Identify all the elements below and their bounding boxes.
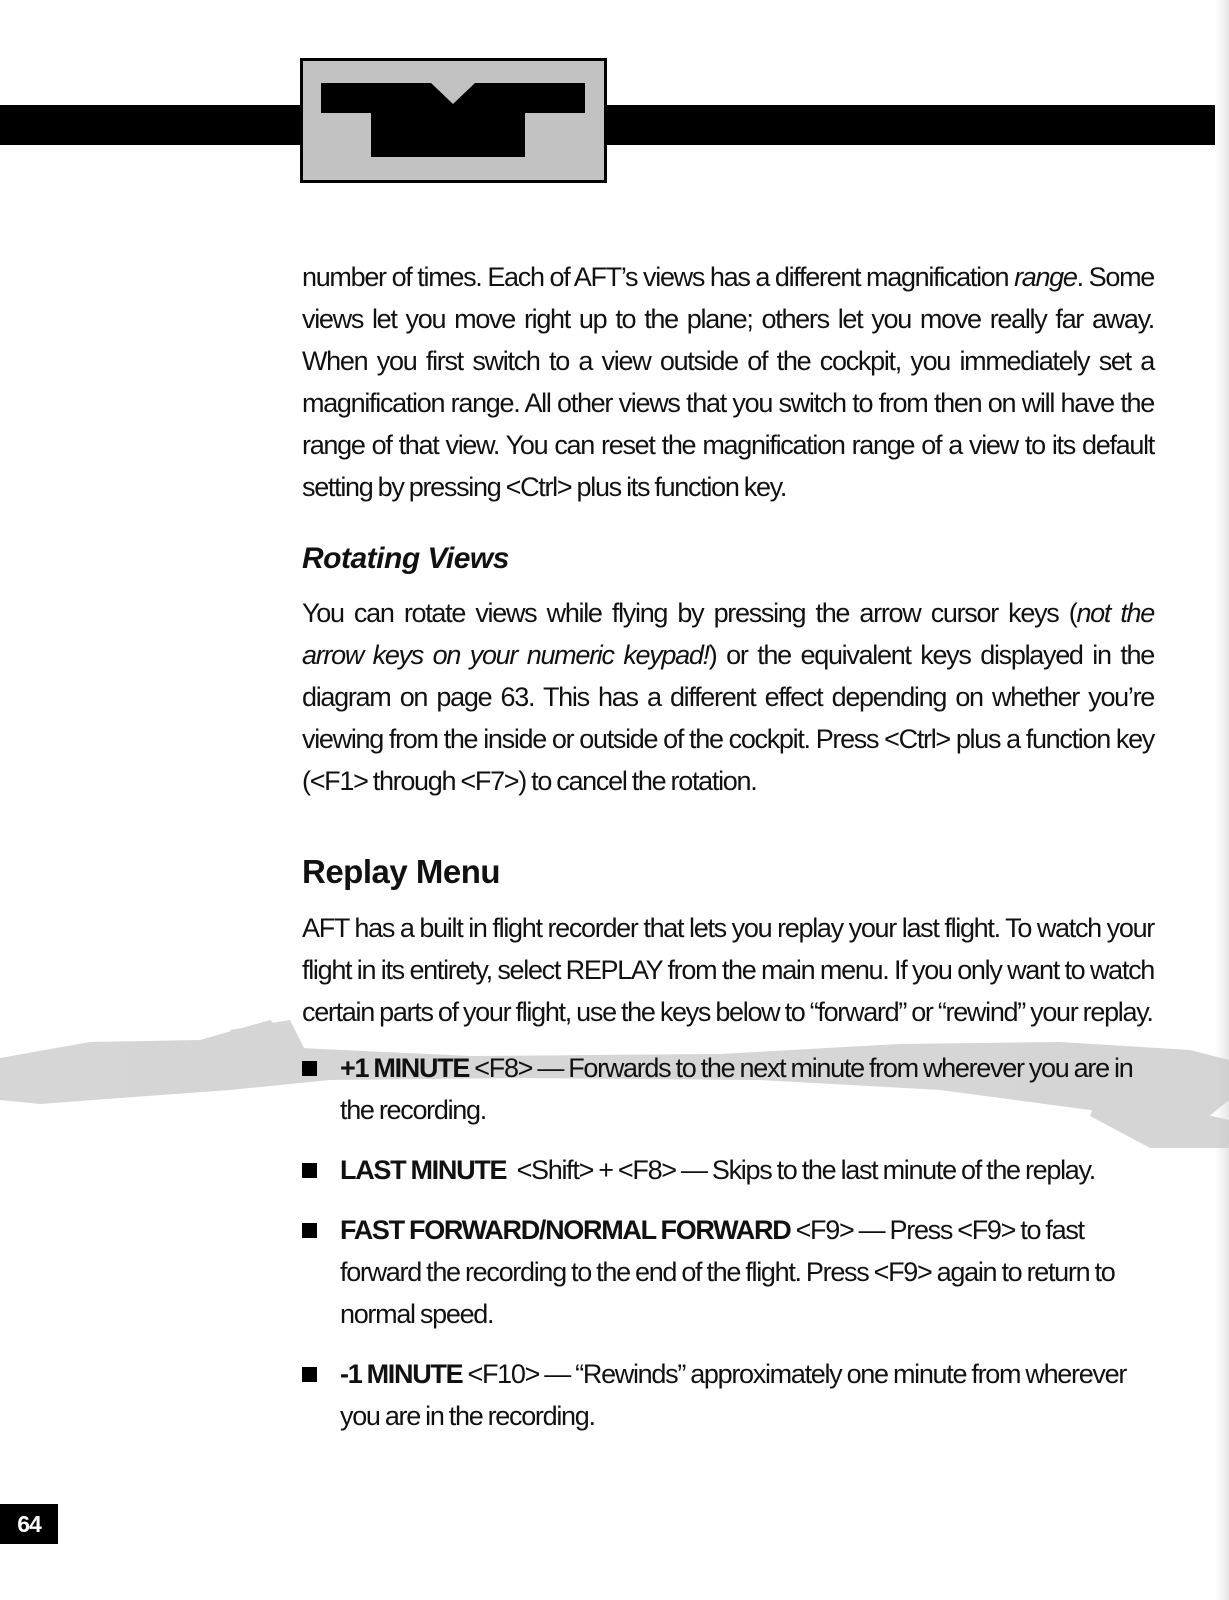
list-item — [302, 1209, 1154, 1335]
key-description: — Forwards to the next minute from wherever you are in the recording. — [340, 1053, 1133, 1125]
paragraph-text: number of times. Each of AFT’s views has a different magnification — [302, 262, 1015, 292]
paragraph-text: ) or the equivalent keys displayed in the diagram on page 63. This has a different effect depending on whether you’re viewing from the inside or outside of the cockpit. Press <Ctrl> plus a function key (<F1> through <F7>) to cancel the rotation. — [302, 640, 1154, 796]
key-term: LAST MINUTE — [340, 1155, 507, 1185]
page-content — [302, 256, 1154, 1437]
key-binding: <F9> — [790, 1215, 854, 1245]
replay-keys-list — [302, 1047, 1154, 1437]
square-bullet-icon — [302, 1061, 317, 1076]
key-description: — Skips to the last minute of the replay. — [675, 1155, 1095, 1185]
paragraph-text: . Some views let you move right up to the plane; others let you move really far away. When you first switch to a view outside of the cockpit, you immediately set a magnification range. All other views that you switch to from then on will have the range of that view. You can reset the magnification range of a view to its default setting by pressing <Ctrl> plus its function key. — [302, 262, 1154, 502]
key-binding: <F10> — [462, 1359, 540, 1389]
list-item — [302, 1149, 1154, 1191]
paragraph-text: You can rotate views while flying by pressing the arrow cursor keys ( — [302, 598, 1077, 628]
rotating-views-paragraph — [302, 592, 1154, 802]
key-term: FAST FORWARD/NORMAL FORWARD — [340, 1215, 791, 1245]
key-term: +1 MINUTE — [340, 1053, 470, 1083]
page-edge-shadow — [1215, 0, 1229, 1600]
header-bar — [0, 105, 1229, 145]
list-item — [302, 1047, 1154, 1131]
key-binding: <Shift> + <F8> — [506, 1155, 676, 1185]
key-term: -1 MINUTE — [340, 1359, 463, 1389]
key-description: — Press <F9> to fast forward the recording to the end of the flight. Press <F9> again to return to normal speed. — [340, 1215, 1115, 1329]
intro-paragraph — [302, 256, 1154, 508]
wing-emblem-icon — [303, 61, 604, 180]
page-number: 64 — [0, 1504, 58, 1544]
chapter-emblem — [300, 58, 607, 183]
replay-menu-intro: AFT has a built in flight recorder that lets you replay your last flight. To watch your flight in its entirety, select REPLAY from the main menu. If you only want to watch certain parts of your flight, use the keys below to “forward” or “rewind” your replay. — [302, 913, 1154, 1027]
square-bullet-icon — [302, 1163, 317, 1178]
emphasis-keypad-note: not the arrow keys on your numeric keypad! — [302, 598, 1154, 670]
key-description: — “Rewinds” approximately one minute from wherever you are in the recording. — [340, 1359, 1127, 1431]
square-bullet-icon — [302, 1223, 317, 1238]
replay-menu-heading: Replay Menu — [302, 853, 501, 890]
square-bullet-icon — [302, 1367, 317, 1382]
rotating-views-heading: Rotating Views — [302, 542, 509, 575]
key-binding: <F8> — [469, 1053, 533, 1083]
emphasis-range: range — [1014, 262, 1077, 292]
list-item — [302, 1353, 1154, 1437]
